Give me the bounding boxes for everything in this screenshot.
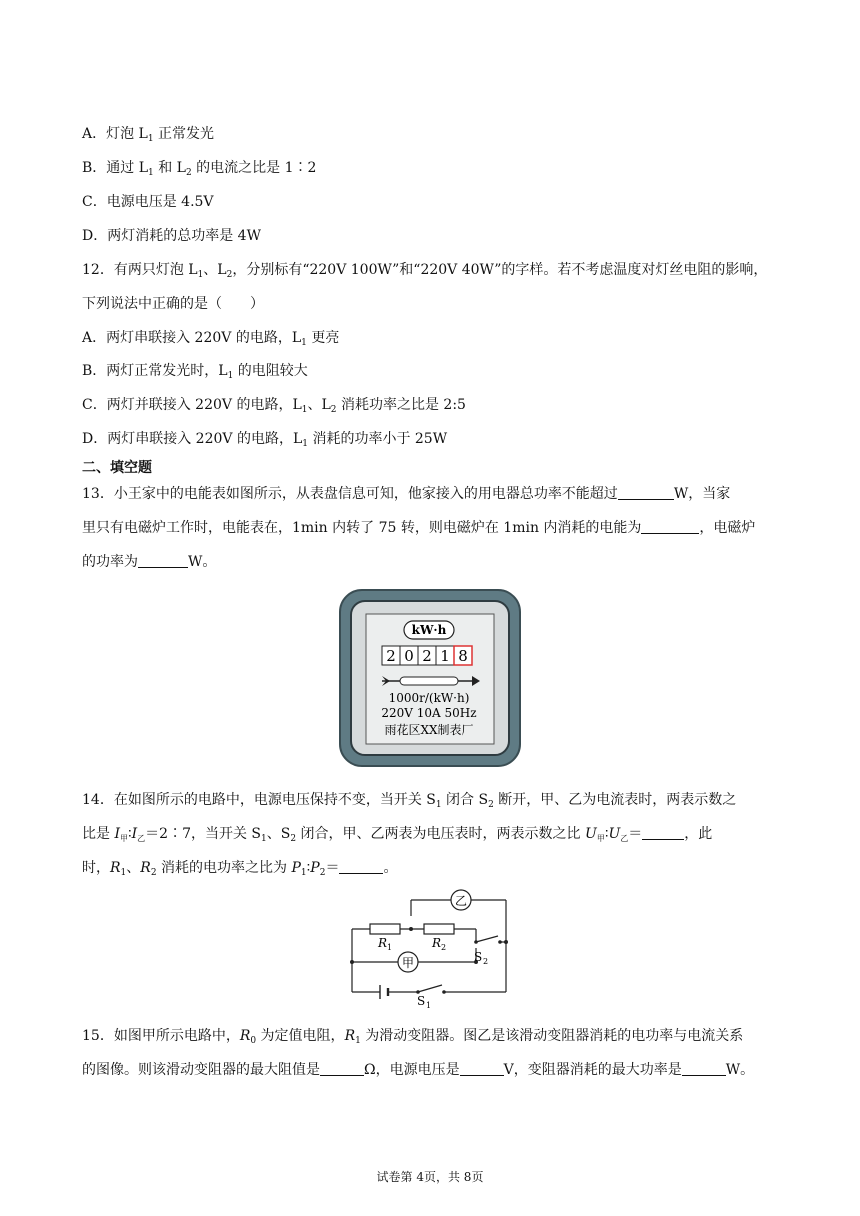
q14-line1: 14．在如图所示的电路中，电源电压保持不变，当开关 $S_1$ 闭合 $S_2$ 断开，甲、乙为电流表时，两表示数之 — [82, 792, 737, 810]
meter-maker: 雨花区XX制表厂 — [384, 723, 474, 737]
answer-blank[interactable] — [138, 553, 188, 568]
answer-blank[interactable] — [682, 1061, 726, 1076]
s2-label: S — [474, 950, 483, 964]
meter-digit: 2 — [386, 647, 396, 665]
s1-label: S — [417, 994, 426, 1008]
q14-line2: 比是 $I_甲∶I_乙=2∶7$，当开关 $S_1$、$S_2$ 闭合，甲、乙两表为电压表时，两表示数之比 $U_甲∶U_乙=$ ，此 — [82, 826, 713, 844]
q13-line2: 里只有电磁炉工作时，电能表在，1min 内转了 75 转，则电磁炉在 1min 内消耗的电能为 ，电磁炉 — [82, 520, 756, 536]
q14-line3: 时，$R_1$、$R_2$ 消耗的电功率之比为 $P_1∶P_2=$ 。 — [82, 860, 398, 878]
q11-option-b: B．通过 $L_1$ 和 $L_2$ 的电流之比是 1∶2 — [82, 160, 317, 178]
answer-blank[interactable] — [320, 1061, 364, 1076]
meter-digit: 1 — [440, 647, 450, 665]
meter-yi-label: 乙 — [454, 894, 468, 908]
meter-unit: kW·h — [411, 623, 447, 637]
q12-stem-line2: 下列说法中正确的是（ ） — [82, 296, 264, 312]
s1-sub: 1 — [426, 1001, 432, 1010]
q12-option-b: B．两灯正常发光时，$L_1$ 的电阻较大 — [82, 363, 308, 381]
q12-stem-line1: 12．有两只灯泡 $L_1$、$L_2$，分别标有“220V 100W”和“220V 40W”的字样。若不考虑温度对灯丝电阻的影响， — [82, 262, 768, 280]
meter-digit: 0 — [404, 647, 414, 665]
q15-line2: 的图像。则该滑动变阻器的最大阻值是 Ω，电源电压是 V，变阻器消耗的最大功率是 W。 — [82, 1062, 755, 1078]
r1-sub: 1 — [387, 943, 393, 952]
answer-blank[interactable] — [641, 519, 699, 534]
q13-line1: 13．小王家中的电能表如图所示，从表盘信息可知，他家接入的用电器总功率不能超过 W，当家 — [82, 486, 731, 502]
resistor-r1 — [370, 924, 400, 934]
section-heading: 二、填空题 — [82, 460, 152, 476]
q12-option-a: A．两灯串联接入 220V 的电路，$L_1$ 更亮 — [82, 330, 340, 348]
r2-sub: 2 — [441, 943, 447, 952]
answer-blank[interactable] — [618, 485, 674, 500]
page-footer: 试卷第 4页，共 8页 — [376, 1170, 484, 1184]
circuit-figure — [346, 884, 516, 1010]
s2-sub: 2 — [483, 957, 489, 966]
resistor-r2 — [424, 924, 454, 934]
energy-meter-figure — [338, 588, 522, 768]
meter-digit-decimal: 8 — [458, 647, 468, 665]
meter-spec: 220V 10A 50Hz — [381, 706, 477, 720]
q13-line3: 的功率为 W。 — [82, 554, 217, 570]
meter-digits — [382, 646, 472, 665]
q11-option-d: D．两灯消耗的总功率是 4W — [82, 228, 261, 244]
answer-blank[interactable] — [460, 1061, 504, 1076]
answer-blank[interactable] — [642, 825, 684, 840]
meter-jia-label: 甲 — [401, 956, 415, 970]
q11-option-a: A．灯泡 $L_1$ 正常发光 — [82, 126, 215, 144]
q12-option-d: D．两灯串联接入 220V 的电路，$L_1$ 消耗的功率小于 25W — [82, 431, 448, 449]
answer-blank[interactable] — [339, 859, 383, 874]
q15-line1: 15．如图甲所示电路中，$R_0$ 为定值电阻，$R_1$ 为滑动变阻器。图乙是该滑动变阻器消耗的电功率与电流关系 — [82, 1028, 744, 1046]
r1-label: R — [378, 936, 388, 950]
meter-rate: 1000r/(kW·h) — [388, 691, 470, 705]
q11-option-c: C．电源电压是 4.5V — [82, 194, 214, 210]
r2-label: R — [432, 936, 442, 950]
meter-digit: 2 — [422, 647, 432, 665]
q12-option-c: C．两灯并联接入 220V 的电路，$L_1$、$L_2$ 消耗功率之比是 2:5 — [82, 397, 466, 415]
